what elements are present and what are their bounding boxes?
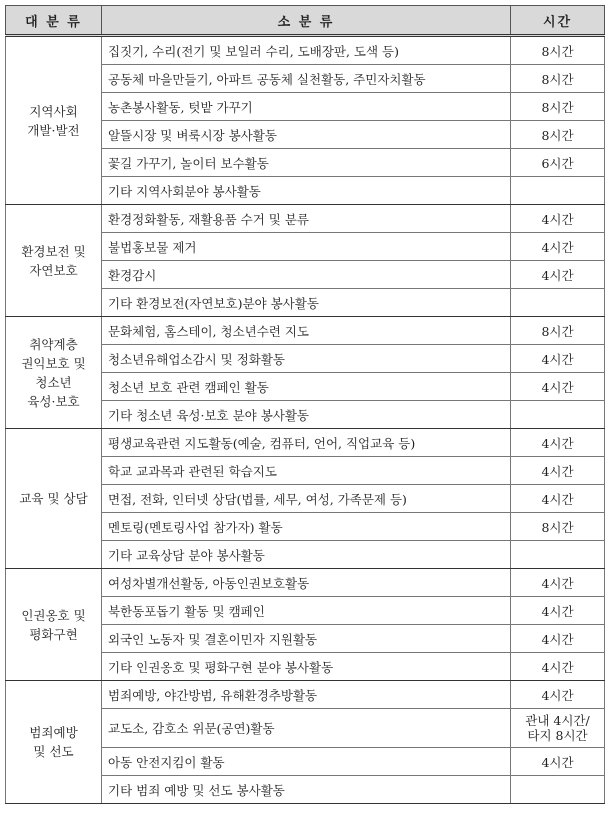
subcategory-cell: 기타 범죄 예방 및 선도 봉사활동 [102, 776, 511, 804]
table-row [6, 317, 605, 345]
category-line: 취약계층 [29, 336, 78, 352]
time-cell: 4시간 [511, 261, 605, 289]
subcategory-cell: 여성차별개선활동, 아동인권보호활동 [102, 569, 511, 597]
time-cell: 4시간 [511, 457, 605, 485]
category-line: 개발·발전 [27, 122, 80, 138]
category-line: 환경보전 및 [21, 243, 86, 259]
subcategory-cell: 기타 지역사회분야 봉사활동 [102, 177, 511, 205]
time-cell: 4시간 [511, 681, 605, 709]
subcategory-cell: 외국인 노동자 및 결혼이민자 지원활동 [102, 625, 511, 653]
category-cell [6, 569, 102, 681]
subcategory-cell: 알뜰시장 및 벼룩시장 봉사활동 [102, 121, 511, 149]
category-cell [6, 681, 102, 804]
time-cell: 4시간 [511, 205, 605, 233]
header-row [6, 6, 605, 36]
header-subcategory: 소 분 류 [102, 6, 511, 36]
time-line: 관내 4시간/ [525, 713, 590, 728]
category-line: 및 선도 [33, 744, 74, 759]
time-cell: 4시간 [511, 653, 605, 681]
subcategory-cell: 기타 환경보전(자연보호)분야 봉사활동 [102, 289, 511, 317]
subcategory-cell: 청소년유해업소감시 및 정화활동 [102, 345, 511, 373]
time-cell: 4시간 [511, 373, 605, 401]
subcategory-cell: 범죄예방, 야간방범, 유해환경추방활동 [102, 681, 511, 709]
subcategory-cell: 공동체 마을만들기, 아파트 공동체 실천활동, 주민자치활동 [102, 65, 511, 93]
time-cell [511, 709, 605, 748]
subcategory-cell: 멘토링(멘토링사업 참가자) 활동 [102, 513, 511, 541]
category-cell [6, 205, 102, 317]
category-line: 자연보호 [29, 262, 78, 278]
subcategory-cell: 집짓기, 수리(전기 및 보일러 수리, 도배장판, 도색 등) [102, 36, 511, 65]
category-line: 청소년 [35, 374, 72, 390]
time-cell: 4시간 [511, 569, 605, 597]
table-row [6, 681, 605, 709]
time-line: 타지 8시간 [527, 728, 588, 743]
subcategory-cell: 기타 교육상담 분야 봉사활동 [102, 541, 511, 569]
time-cell: 8시간 [511, 317, 605, 345]
subcategory-cell: 청소년 보호 관련 캠페인 활동 [102, 373, 511, 401]
subcategory-cell: 불법홍보물 제거 [102, 233, 511, 261]
category-line: 범죄예방 [29, 725, 78, 740]
category-line: 권익보호 및 [21, 355, 86, 371]
header-time: 시간 [511, 6, 605, 36]
time-cell: 4시간 [511, 748, 605, 776]
time-cell [511, 401, 605, 429]
category-cell [6, 317, 102, 429]
category-line: 교육 및 상담 [19, 491, 88, 506]
category-line: 평화구현 [29, 626, 78, 642]
table-row [6, 36, 605, 65]
subcategory-cell: 기타 청소년 육성·보호 분야 봉사활동 [102, 401, 511, 429]
time-cell: 4시간 [511, 429, 605, 457]
subcategory-cell: 면접, 전화, 인터넷 상담(법률, 세무, 여성, 가족문제 등) [102, 485, 511, 513]
time-cell [511, 541, 605, 569]
category-cell [6, 36, 102, 205]
subcategory-cell: 교도소, 감호소 위문(공연)활동 [102, 709, 511, 748]
time-cell: 4시간 [511, 625, 605, 653]
subcategory-cell: 환경감시 [102, 261, 511, 289]
table-row [6, 429, 605, 457]
subcategory-cell: 기타 인권옹호 및 평화구현 분야 봉사활동 [102, 653, 511, 681]
time-cell [511, 177, 605, 205]
time-cell: 8시간 [511, 65, 605, 93]
table-body [6, 36, 605, 804]
subcategory-cell: 꽃길 가꾸기, 놀이터 보수활동 [102, 149, 511, 177]
subcategory-cell: 평생교육관련 지도활동(예술, 컴퓨터, 언어, 직업교육 등) [102, 429, 511, 457]
time-cell: 4시간 [511, 485, 605, 513]
time-cell: 8시간 [511, 121, 605, 149]
time-cell [511, 289, 605, 317]
subcategory-cell: 환경정화활동, 재활용품 수거 및 분류 [102, 205, 511, 233]
table-row [6, 569, 605, 597]
category-line: 인권옹호 및 [21, 607, 86, 623]
header-category: 대 분 류 [6, 6, 102, 36]
table-row [6, 205, 605, 233]
time-cell: 4시간 [511, 597, 605, 625]
subcategory-cell: 학교 교과목과 관련된 학습지도 [102, 457, 511, 485]
time-cell: 4시간 [511, 233, 605, 261]
subcategory-cell: 문화체험, 홈스테이, 청소년수련 지도 [102, 317, 511, 345]
volunteer-activity-table [5, 5, 605, 804]
category-line: 지역사회 [29, 103, 78, 119]
category-line: 육성·보호 [27, 393, 80, 409]
subcategory-cell: 농촌봉사활동, 텃밭 가꾸기 [102, 93, 511, 121]
subcategory-cell: 북한동포돕기 활동 및 캠페인 [102, 597, 511, 625]
time-cell: 6시간 [511, 149, 605, 177]
time-cell: 8시간 [511, 513, 605, 541]
time-cell: 8시간 [511, 36, 605, 65]
time-cell: 4시간 [511, 345, 605, 373]
category-cell [6, 429, 102, 569]
time-cell [511, 776, 605, 804]
subcategory-cell: 아동 안전지킴이 활동 [102, 748, 511, 776]
time-cell: 8시간 [511, 93, 605, 121]
